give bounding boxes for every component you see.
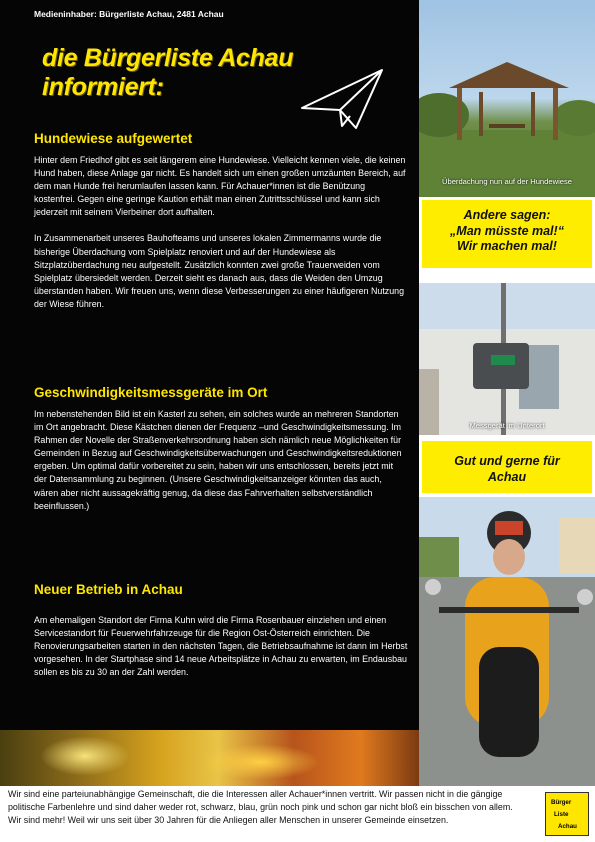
quote-line: Wir machen mal!	[457, 239, 557, 253]
section-title-speed-meters: Geschwindigkeitsmessgeräte im Ort	[34, 385, 268, 400]
media-owner: Medieninhaber: Bürgerliste Achau, 2481 Achau	[34, 9, 224, 19]
logo-line: Bürger	[551, 799, 572, 806]
paragraph: In Zusammenarbeit unseres Bauhofteams und unseres lokalen Zimmermanns wurde die bisherige Überdachung vom Spielplatz renoviert und auf der Hundewiese als Sitzplatzüberdachung neu aufgestellt. Zusätzlich konnten zwei große Trauerweiden vom Spielplatz übersiedelt werden. Derzeit sieht es danach aus, dass die Weiden den Umzug überstanden haben. Wir freuen uns, wenn diese Verbesserungen zu einer häufigeren Nutzung der Wiese führen.	[34, 233, 405, 309]
quote-line: Achau	[487, 470, 527, 484]
section-text-speed-meters	[34, 408, 408, 513]
footer	[0, 786, 595, 842]
logo-line: Liste	[554, 811, 569, 818]
logo-line: Achau	[558, 823, 577, 830]
footer-text: Wir sind eine parteiunabhängige Gemeinschaft, die die Interessen aller Achauer*innen vertritt. Wir passen nicht in die gängige politische Farbenlehre und sind daher weder rot, schwarz, blau, grün noch pink und schon gar nicht bloß ein bisschen von allem. Wir sind mehr! Weil wir uns seit über 30 Jahren für die Anliegen aller Menschen in unserer Gemeinde einsetzen.	[8, 789, 513, 826]
paragraph: Hinter dem Friedhof gibt es seit längerem eine Hundewiese. Vielleicht kennen viele, die keinen Hund haben, diese Anlage gar nicht. Es handelt sich um einen großen umzäunten Bereich, auf dem man Hunde frei herumlaufen lassen kann. Für Achauer*innen ist die Benützung kostenfrei. Gegen eine geringe Kaution erhält man einen Zutrittsschlüssel und kann sich jederzeit mit seinem Vierbeiner dort aufhalten.	[34, 155, 406, 218]
speed-meter-illustration	[419, 283, 595, 435]
sidebar	[419, 0, 595, 786]
photo-canopy	[419, 0, 595, 197]
section-text-new-business	[34, 614, 408, 679]
quote-box-motto	[422, 200, 592, 268]
photo-speed-meter	[419, 283, 595, 435]
quote-line: „Man müsste mal!“	[450, 223, 564, 238]
paper-plane-icon	[300, 68, 384, 130]
decorative-photo-strip	[0, 730, 419, 786]
quote-line: Andere sagen:	[463, 208, 551, 222]
scooter-rider-illustration	[419, 497, 595, 786]
paragraph: Im nebenstehenden Bild ist ein Kasterl zu sehen, ein solches wurde an mehreren Standorten im Ort angebracht. Diese Kästchen dienen der Frequenz –und Geschwindigkeitsmessung. Im Rahmen der Novelle der Straßenverkehrsordnung haben sich nämlich neue Möglichkeiten für Gemeinden in Bezug auf Geschwindigkeitsüberwachungen und Geschwindigkeitsreduktionen ergeben. Um optimal dafür vorbereitet zu sein, haben wir uns entschlossen, bereits jetzt mit der Datensammlung zu beginnen. (Unsere Geschwindigkeitsanzeiger könnten das auch, wären aber nicht aussagekräftig genug, da diese das Fahrverhalten selbstverständlich beeinflussen.)	[34, 409, 402, 511]
headline-line-1: die Bürgerliste Achau	[42, 44, 294, 72]
headline-line-2: informiert:	[42, 73, 164, 101]
buergerliste-logo	[545, 792, 589, 836]
canopy-illustration	[419, 0, 595, 197]
photo-caption: Messgerät im Unterort	[469, 421, 545, 430]
section-text-dog-meadow	[34, 154, 408, 311]
quote-box-slogan	[422, 441, 592, 493]
photo-scooter-rider	[419, 497, 595, 786]
paragraph: Am ehemaligen Standort der Firma Kuhn wird die Firma Rosenbauer einziehen und einen Servicestandort für Feuerwehrfahrzeuge für die Region Ost-Österreich einrichten. Die Renovierungsarbeiten starten in den nächsten Tagen, die Betriebsaufnahme ist dann im Herbst vorgesehen. In der Startphase sind 14 neue Arbeitsplätze in Achau zu erwarten, im Endausbau sollen es bis zu 30 an der Zahl werden.	[34, 615, 408, 678]
headline	[42, 44, 293, 102]
quote-line: Gut und gerne für	[454, 454, 560, 468]
section-title-new-business: Neuer Betrieb in Achau	[34, 582, 183, 597]
photo-caption: Überdachung nun auf der Hundewiese	[441, 177, 573, 186]
section-title-dog-meadow: Hundewiese aufgewertet	[34, 131, 193, 146]
